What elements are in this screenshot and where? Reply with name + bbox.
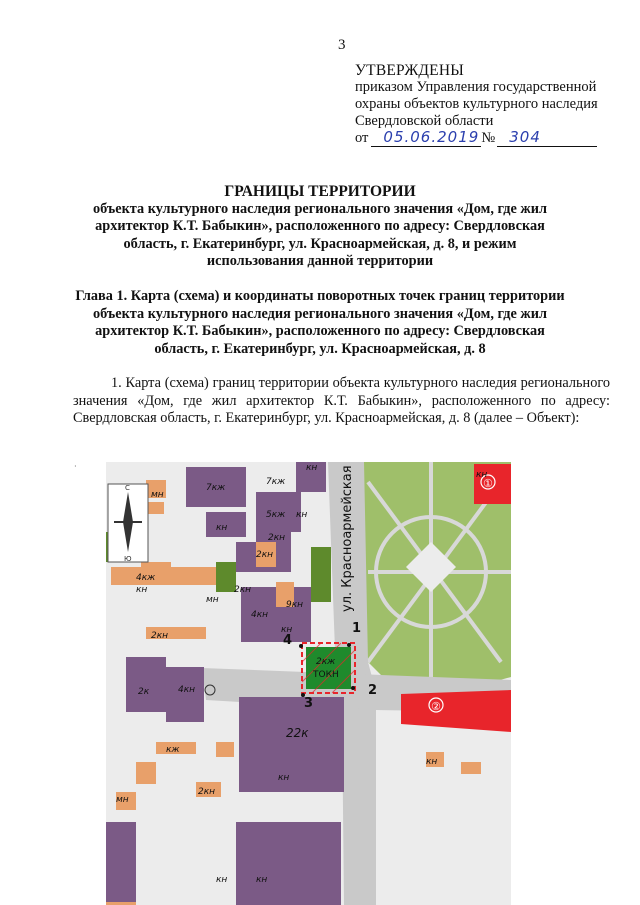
approval-line-1: приказом Управления государственной [355, 79, 597, 95]
building-label: мн [116, 795, 129, 805]
building-label: кн [256, 875, 268, 885]
protected-object [306, 647, 351, 689]
site-map [106, 462, 511, 905]
building-label: кн [296, 510, 308, 520]
landmark-2-label: ② [431, 700, 441, 713]
building-label: 4кж [136, 573, 156, 583]
page-mark: · [74, 462, 77, 471]
title-line: объекта культурного наследия регионального значения «Дом, где жил [92, 200, 548, 217]
building-label: мн [151, 490, 164, 500]
compass-south: Ю [124, 555, 132, 563]
building-label: 2кн [234, 585, 252, 595]
building-label: кн [426, 757, 438, 767]
handwritten-date: 05.06.2019 [383, 128, 480, 146]
building-label: 7кж [206, 483, 226, 493]
building-label: кн [306, 463, 318, 473]
date-blank [371, 130, 481, 147]
building-label: 2кн [268, 533, 286, 543]
point-3: 3 [304, 696, 314, 711]
building-label: 2кн [151, 631, 169, 641]
street-label: ул. Красноармейская [340, 465, 355, 612]
building-label: 5кж [266, 510, 286, 520]
approval-block [355, 62, 625, 147]
page-number: 3 [338, 37, 346, 53]
chapter-line: область, г. Екатеринбург, ул. Красноармейская, д. 8 [154, 340, 486, 357]
building-label: кж [166, 745, 180, 755]
building-label: кн [281, 625, 293, 635]
handwritten-number: 304 [509, 128, 541, 146]
chapter-line: объекта культурного наследия регионального значения «Дом, где жил [92, 305, 548, 322]
point-4: 4 [283, 633, 293, 648]
title-line: архитектор К.Т. Бабыкин», расположенного по адресу: Свердловская [95, 218, 545, 235]
building-label: кн [136, 585, 148, 595]
compass-north: С [125, 484, 130, 492]
building-label: 22к [286, 726, 309, 740]
building-label: 2кн [198, 787, 216, 797]
chapter-line: архитектор К.Т. Бабыкин», расположенного по адресу: Свердловская [95, 323, 545, 340]
approval-line-3: Свердловской области [355, 113, 494, 129]
building-label: 4кн [178, 685, 196, 695]
building-label: 2кн [256, 550, 274, 560]
object-label-2: ТОКН [313, 670, 339, 680]
building-label: кн [216, 523, 228, 533]
title-line: область, г. Екатеринбург, ул. Красноармейская, д. 8, и режим [123, 235, 517, 252]
paragraph-1: 1. Карта (схема) границ территории объекта культурного наследия регионального значения «Дом, где жил архитектор К.Т. Бабыкин», расположенного по адресу: Свердловская область, г. Екатеринбург, ул. Красноармейская, д. 8 (далее – Объект): [73, 375, 610, 427]
approval-line-2: охраны объектов культурного наследия [355, 96, 598, 112]
building-label: кн [278, 773, 290, 783]
building-label: кн [476, 470, 488, 480]
building-label: 4кн [251, 610, 269, 620]
chapter-line: Глава 1. Карта (схема) и координаты поворотных точек границ территории [75, 288, 565, 304]
map-svg [106, 462, 511, 905]
point-1: 1 [352, 621, 362, 636]
chapter-heading [40, 288, 600, 358]
approval-date-row [355, 130, 625, 147]
object-label-1: 2кж [316, 657, 336, 667]
building-label: 2к [138, 687, 150, 697]
number-blank [497, 130, 597, 147]
title-heading: ГРАНИЦЫ ТЕРРИТОРИИ [224, 183, 416, 200]
building-label: 9кн [286, 600, 304, 610]
approval-header: УТВЕРЖДЕНЫ [355, 62, 464, 79]
building-label: 7кж [266, 477, 286, 487]
document-title [40, 183, 600, 271]
from-label: от [355, 130, 369, 146]
building-label: мн [206, 595, 219, 605]
title-line: использования данной территории [206, 253, 434, 270]
landmark-1-label: ① [483, 477, 493, 490]
number-label: № [481, 130, 496, 146]
point-2: 2 [368, 683, 378, 698]
building-label: кн [216, 875, 228, 885]
